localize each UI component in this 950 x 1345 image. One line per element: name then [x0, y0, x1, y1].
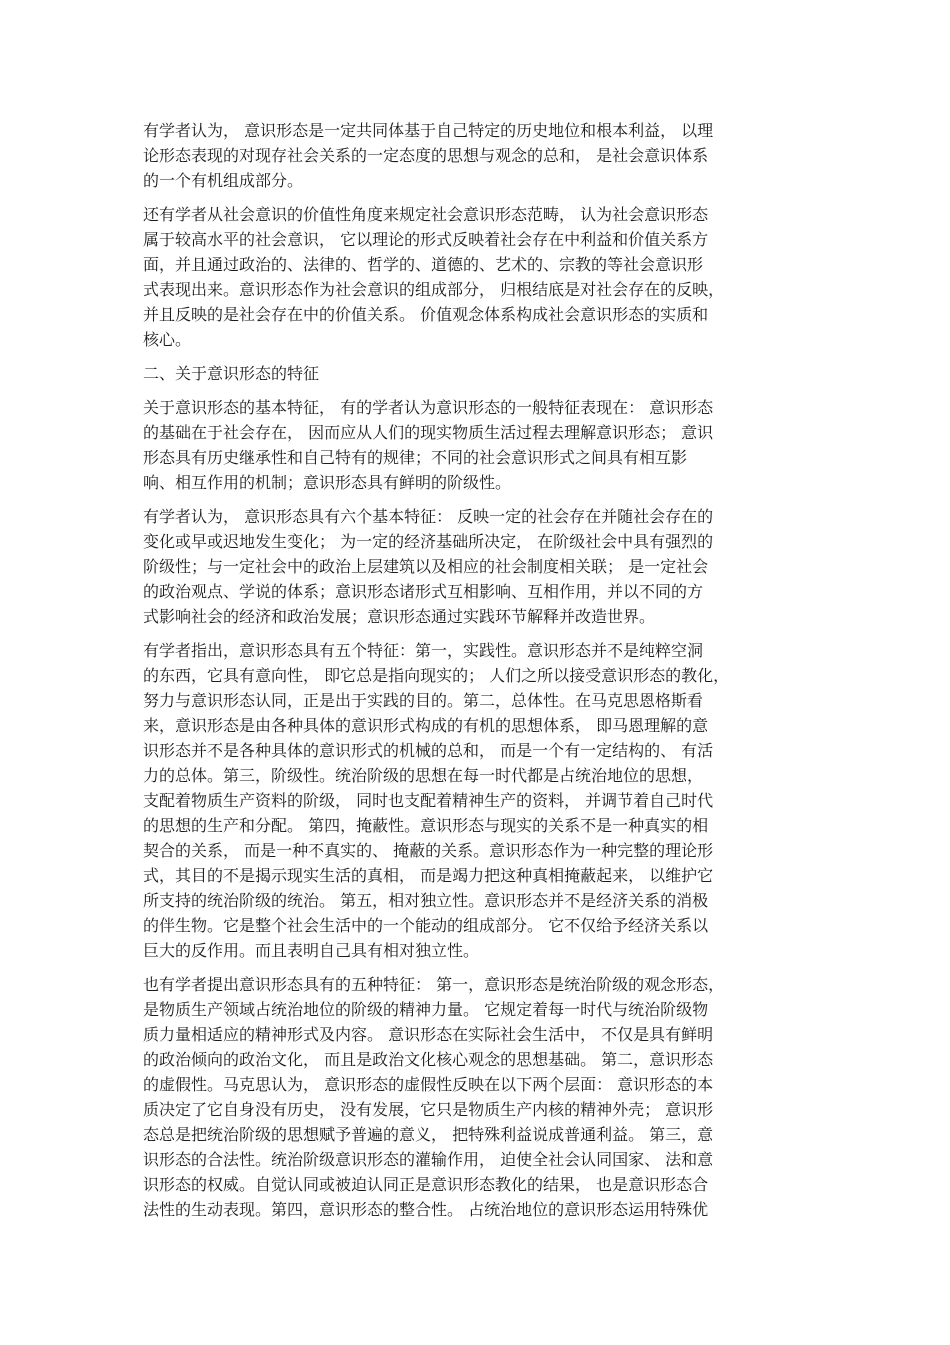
- text-line: 的思想的生产和分配。 第四，掩蔽性。意识形态与现实的关系不是一种真实的相: [143, 816, 709, 835]
- paragraph: [143, 638, 808, 963]
- text-line: 式表现出来。意识形态作为社会意识的组成部分， 归根结底是对社会存在的反映，: [143, 280, 725, 299]
- text-line: 阶级性；与一定社会中的政治上层建筑以及相应的社会制度相关联； 是一定社会: [143, 557, 709, 576]
- text-line: 的政治观点、学说的体系；意识形态诸形式互相影响、互相作用，并以不同的方: [143, 582, 704, 601]
- text-line: 变化或早或迟地发生变化； 为一定的经济基础所决定， 在阶级社会中具有强烈的: [143, 532, 714, 551]
- text-line: 面，并且通过政治的、法律的、哲学的、道德的、艺术的、宗教的等社会意识形: [143, 255, 704, 274]
- paragraph: [143, 504, 808, 629]
- text-line: 是物质生产领域占统治地位的阶级的精神力量。 它规定着每一时代与统治阶级物: [143, 1000, 709, 1019]
- text-line: 属于较高水平的社会意识， 它以理论的形式反映着社会存在中利益和价值关系方: [143, 230, 709, 249]
- section-heading: [143, 361, 808, 386]
- text-line: 式，其目的不是揭示现实生活的真相， 而是竭力把这种真相掩蔽起来， 以维护它: [143, 866, 714, 885]
- text-line: 二、关于意识形态的特征: [143, 364, 320, 383]
- text-line: 有学者认为， 意识形态具有六个基本特征： 反映一定的社会存在并随社会存在的: [143, 507, 714, 526]
- text-line: 响、相互作用的机制；意识形态具有鲜明的阶级性。: [143, 473, 512, 492]
- text-line: 的伴生物。它是整个社会生活中的一个能动的组成部分。 它不仅给予经济关系以: [143, 916, 709, 935]
- text-line: 质决定了它自身没有历史， 没有发展，它只是物质生产内核的精神外壳； 意识形: [143, 1100, 714, 1119]
- text-line: 并且反映的是社会存在中的价值关系。 价值观念体系构成社会意识形态的实质和: [143, 305, 709, 324]
- paragraph: [143, 395, 808, 495]
- text-line: 努力与意识形态认同，正是出于实践的目的。第二，总体性。在马克思恩格斯看: [143, 691, 704, 710]
- text-line: 识形态的权威。自觉认同或被迫认同正是意识形态教化的结果， 也是意识形态合: [143, 1175, 709, 1194]
- paragraph: [143, 972, 808, 1222]
- text-line: 的东西，它具有意向性， 即它总是指向现实的； 人们之所以接受意识形态的教化，: [143, 666, 730, 685]
- text-line: 有学者认为， 意识形态是一定共同体基于自己特定的历史地位和根本利益， 以理: [143, 121, 714, 140]
- paragraph: [143, 202, 808, 352]
- text-line: 法性的生动表现。第四，意识形态的整合性。 占统治地位的意识形态运用特殊优: [143, 1200, 709, 1219]
- text-line: 来，意识形态是由各种具体的意识形式构成的有机的思想体系， 即马恩理解的意: [143, 716, 709, 735]
- text-line: 有学者指出，意识形态具有五个特征：第一，实践性。意识形态并不是纯粹空洞: [143, 641, 704, 660]
- text-line: 也有学者提出意识形态具有的五种特征： 第一，意识形态是统治阶级的观念形态，: [143, 975, 725, 994]
- text-line: 的一个有机组成部分。: [143, 171, 304, 190]
- text-line: 核心。: [143, 330, 192, 349]
- text-line: 质力量相适应的精神形式及内容。 意识形态在实际社会生活中， 不仅是具有鲜明: [143, 1025, 714, 1044]
- text-line: 态总是把统治阶级的思想赋予普遍的意义， 把特殊利益说成普通利益。 第三，意: [143, 1125, 714, 1144]
- text-line: 支配着物质生产资料的阶级， 同时也支配着精神生产的资料， 并调节着自己时代: [143, 791, 714, 810]
- text-line: 巨大的反作用。而且表明自己具有相对独立性。: [143, 941, 480, 960]
- text-line: 关于意识形态的基本特征， 有的学者认为意识形态的一般特征表现在： 意识形态: [143, 398, 714, 417]
- text-line: 形态具有历史继承性和自己特有的规律；不同的社会意识形式之间具有相互影: [143, 448, 688, 467]
- text-line: 契合的关系， 而是一种不真实的、 掩蔽的关系。意识形态作为一种完整的理论形: [143, 841, 714, 860]
- text-line: 的基础在于社会存在， 因而应从人们的现实物质生活过程去理解意识形态； 意识: [143, 423, 714, 442]
- text-line: 力的总体。第三，阶级性。统治阶级的思想在每一时代都是占统治地位的思想，: [143, 766, 704, 785]
- paragraph: [143, 118, 808, 193]
- text-line: 识形态并不是各种具体的意识形式的机械的总和， 而是一个有一定结构的、 有活: [143, 741, 714, 760]
- text-line: 论形态表现的对现存社会关系的一定态度的思想与观念的总和， 是社会意识体系: [143, 146, 709, 165]
- text-line: 式影响社会的经济和政治发展；意识形态通过实践环节解释并改造世界。: [143, 607, 656, 626]
- text-line: 所支持的统治阶级的统治。 第五，相对独立性。意识形态并不是经济关系的消极: [143, 891, 709, 910]
- text-line: 识形态的合法性。统治阶级意识形态的灌输作用， 迫使全社会认同国家、 法和意: [143, 1150, 714, 1169]
- document-body: [143, 118, 808, 1231]
- text-line: 的政治倾向的政治文化， 而且是政治文化核心观念的思想基础。 第二，意识形态: [143, 1050, 714, 1069]
- text-line: 还有学者从社会意识的价值性角度来规定社会意识形态范畴， 认为社会意识形态: [143, 205, 709, 224]
- text-line: 的虚假性。马克思认为， 意识形态的虚假性反映在以下两个层面： 意识形态的本: [143, 1075, 714, 1094]
